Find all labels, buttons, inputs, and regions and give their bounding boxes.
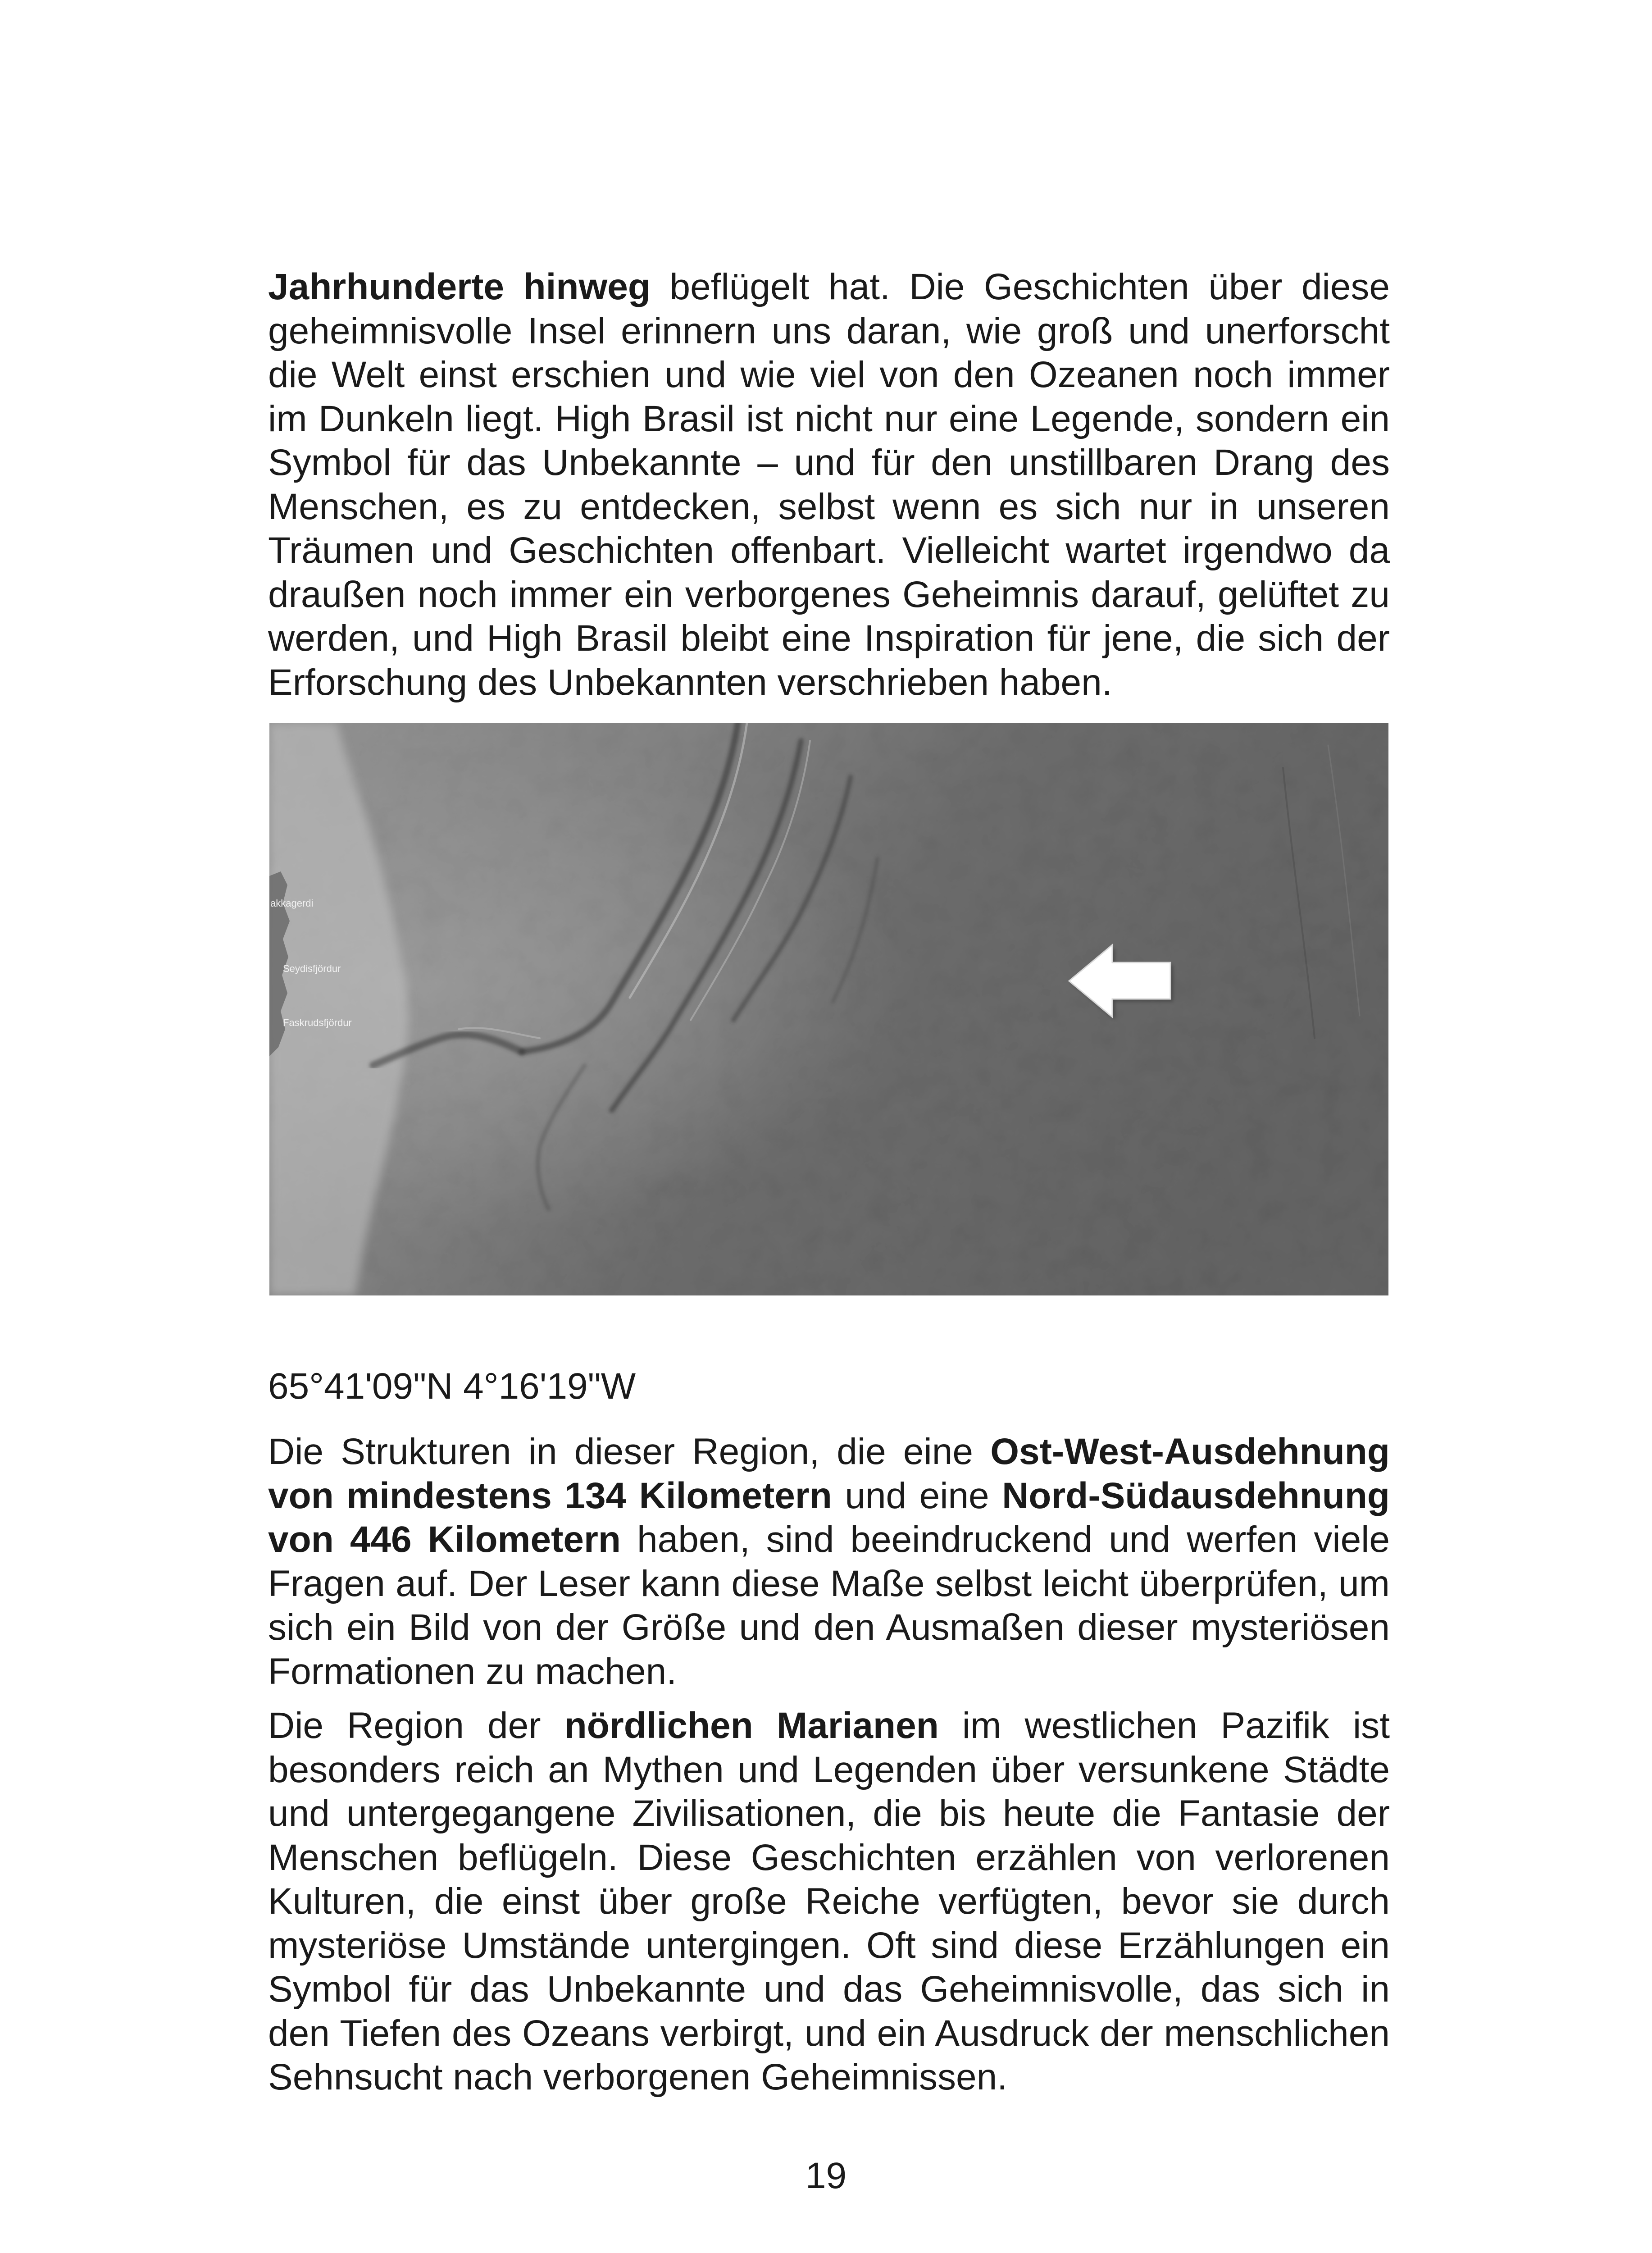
paragraph-intro	[268, 265, 1390, 704]
emphasis-text: Ost-West-Ausdehnung von mindestens 134 Kilometern	[268, 1431, 1390, 1516]
bathymetric-map-image	[269, 723, 1388, 1295]
body-text: haben, sind beeindruckend und werfen viele Fragen auf. Der Leser kann diese Maße selbst leicht überprüfen, um sich ein Bild von der Größe und den Ausmaßen dieser mysteriösen Formationen zu machen.	[268, 1519, 1390, 1692]
body-text: im westlichen Pazifik ist besonders reich an Mythen und Legenden über versunkene Städte und untergegangene Zivilisationen, die bis heute die Fantasie der Menschen beflügeln. Diese Geschichten erzählen von verlorenen Kulturen, die einst über große Reiche verfügten, bevor sie durch mysteriöse Umstände untergingen. Oft sind diese Erzählungen ein Symbol für das Unbekannte und das Geheimnisvolle, das sich in den Tiefen des Ozeans verbirgt, und ein Ausdruck der menschlichen Sehnsucht nach verborgenen Geheimnissen.	[268, 1705, 1390, 2098]
paragraph-text	[268, 1704, 1390, 2099]
paragraph-marianas	[268, 1704, 1390, 2099]
body-text: und eine	[832, 1475, 1002, 1516]
map-label-seydisfjordur: Seydisfjördur	[283, 963, 341, 974]
coordinates-caption: 65°41'09"N 4°16'19"W	[268, 1366, 636, 1407]
paragraph-text	[268, 265, 1390, 704]
map-label-faskrudsfjordur: Faskrudsfjördur	[283, 1017, 352, 1028]
page-number: 19	[805, 2155, 847, 2196]
body-text: beflügelt hat. Die Geschichten über diese geheimnisvolle Insel erinnern uns daran, wie groß und unerforscht die Welt einst erschien und wie viel von den Ozeanen noch immer im Dunkeln liegt. High Brasil ist nicht nur eine Legende, sondern ein Symbol für das Unbekannte – und für den unstillbaren Drang des Menschen, es zu entdecken, selbst wenn es sich nur in unseren Träumen und Geschichten offenbart. Vielleicht wartet irgendwo da draußen noch immer ein verborgenes Geheimnis darauf, gelüftet zu werden, und High Brasil bleibt eine Inspiration für jene, die sich der Erforschung des Unbekannten verschrieben haben.	[268, 266, 1390, 703]
terrain-texture	[269, 723, 1388, 1295]
map-label-akkagerdi: akkagerdi	[270, 898, 314, 909]
emphasis-text: nördlichen Marianen	[564, 1705, 939, 1746]
emphasis-text: Jahrhunderte hinweg	[268, 266, 651, 307]
body-text: Die Region der	[268, 1705, 564, 1746]
paragraph-structures	[268, 1430, 1390, 1693]
body-text: Die Strukturen in dieser Region, die eine	[268, 1431, 991, 1472]
paragraph-text	[268, 1430, 1390, 1693]
map-svg	[269, 723, 1388, 1295]
emphasis-text: Nord-Südausdehnung von 446 Kilometern	[268, 1475, 1390, 1560]
